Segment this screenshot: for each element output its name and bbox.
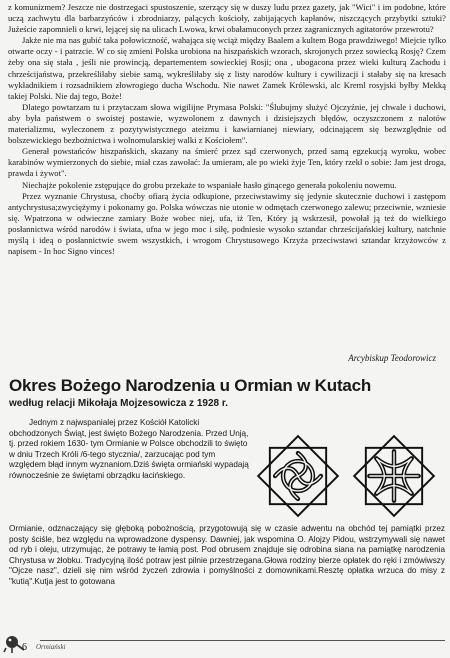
article-column-paragraph: Jednym z najwspanialej przez Kościół Katolicki obchodzonych Świąt, jest święto Bożego Narodzenia. Przed Unją, tj. przed rokiem 1630- tym Ormianie w Polsce obchodzili to święto w dniu Trzech Króli /6-tego stycznia/, zarzucając pod tym względem błąd innym wyznaniom.Dziś święta ormiański wypadają równocześnie ze świętami obrządku łacińskiego. <box>9 418 249 480</box>
intro-paragraph-3: Dlatego powtarzam tu i przytaczam słowa wigilijne Prymasa Polski: "Ślubujmy służyć Ojczyźnie, jej chwale i duchowi, aby była państwem o swoistej postawie, wyzwolonem z dawnych i dzisiejszych błędów, oczyszczonem z nalotów materializmu, wyleczonem z pozytywistycznego ateizmu i kawiarnianej niewiary, odcinającem się bezwzględnie od bolszewickiego bezbożnictwa i wolnomularskiej walki z Kościołem". <box>8 101 446 146</box>
armenian-knot-ornament-icon <box>254 432 342 520</box>
intro-paragraph-4: Generał powstańców hiszpańskich, skazany na śmierć przez sąd czerwonych, przed samą egzekucją wyroku, wobec karabinów wymierzonych do siebie, miał czas zawołać: Ja umieram, ale po wieki żyje Ten, który rzekł o sobie: Jam jest droga, prawda i żywot". <box>8 146 446 179</box>
footer-rule <box>40 640 445 641</box>
intro-text <box>8 2 446 257</box>
article-subtitle: według relacji Mikołaja Mojzesowicza z 1928 r. <box>9 398 228 409</box>
footer-logo: Ormiański <box>36 643 66 651</box>
article-column-text <box>9 418 249 482</box>
signature: Arcybiskup Teodorowicz <box>348 353 436 363</box>
intro-paragraph-6: Przez wyznanie Chrystusa, choćby ofiarą życia odkupione, przeciwstawimy się jedynie skutecznie duchowi i zastępom antychrystusa;zwyciężymy i pokonamy go. Polska wówczas nie utonie w odmętach czerwonego zalewu; przeciwnie, wzniesie się. Wpatrzona w odwieczne zamiary Boże wobec niej, ufa, iż Ten, Który ją wskrzesił, powołał ją też do wielkiego posłannictwa wśród narodów i świata, ufna w jego moc i siłę, podniesie wysoko sztandar chrześcijańskiej kultury, natchnie myślą i ideą o posłannictwie swem wszystkich, i wrogom Chrystusowego Krzyża przeciwstawi sztandar krzyżowców z napisem - In hoc Signo vinces! <box>8 190 446 257</box>
page-number: 6 <box>22 642 27 653</box>
article-body-text: Ormianie, odznaczający się głęboką pobożnością, przygotowują się w czasie adwentu na obchód tej pamiątki przez posty ściśle, bez względu na wprowadzone dyspensy. Dawniej, jak wspomina O. Alojzy Pidou, wstrzymywali się nawet od ryb i oleju, utrzymując, że potrawy te łamią post. Pod obrusem znajduje się odrobina siana na pamiątkę narodzenia Chrystusa w żłobku. Tradycyjną ilość potraw jest pilnie przestrzegana.Głowa rodziny bierze opłatek do ręki i zmówiwszy "Ojcze nasz", dzieli się nim wśród życzeń zdrowia i pomyślności z domownikami.Resztę opłatka wrzuca do misy z "kutią".Kutja jest to gotowana <box>9 524 445 586</box>
intro-paragraph-2: Jakże nie ma nas gubić taka połowiczność, wahająca się wciąż między Baalem a kultem Boga prawdziwego! Miejcie tylko otwarte oczy - i patrzcie. W co się zmieni Polska urobiona na hiszpańskich wzorach, skrojonych przez sowiecką Rosję? Czem żeby ona się stała , jeśli nie prowincją, departementem sowieckiej Rosji; ona , ubogacona przez wieki kulturą Zachodu i chrześcijaństwa, przekreśliłaby siebie samą, wykreśliłaby się z listy narodów kultury i cywilizacji i stałaby się na kresach wykładnikiem i rozsadnikiem złowrogiego ducha Wschodu. Nie nawet Zamek Królewski, alc Kreml rosyjski byłby Mekką takiej Polski. Nie daj tego, Boże! <box>8 35 446 101</box>
intro-paragraph-1: z komunizmem? Jeszcze nie dostrzegaci spustoszenie, szerzący się w duszy ludu przez gazety, jak "Wici" i im podobne, które uczą zachwytu dla barbarzyńców i zbrodniarzy, palących kościoły, zabijających kapłanów, niszczących przybytki sztuki? Juźeście zapomnieli o krwi, lejącej się na ulicach Lwowa, krwi obałamuconych przez zagranicznych agitatorów przewrotu? <box>8 2 446 35</box>
article-title: Okres Bożego Narodzenia u Ormian w Kutach <box>9 376 372 395</box>
intro-paragraph-5: Niechajże pokolenie zstępujące do grobu przekaże to wspaniałe hasło ginącego generała pokoleniu nowemu. <box>22 179 397 190</box>
armenian-knot-ornament-icon <box>350 432 438 520</box>
